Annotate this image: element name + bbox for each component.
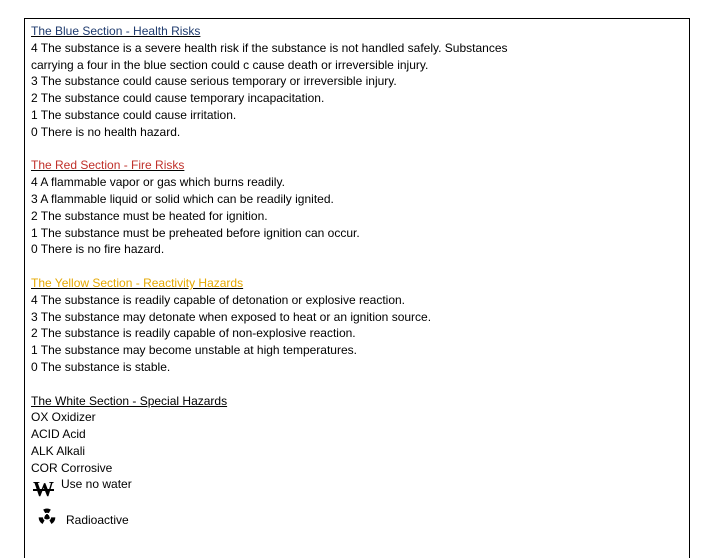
white-section-heading: The White Section - Special Hazards xyxy=(31,393,228,408)
red-section xyxy=(31,157,671,258)
white-line-ox: OX Oxidizer xyxy=(31,410,96,425)
nfpa-legend xyxy=(31,23,671,533)
radioactive-row xyxy=(31,503,671,533)
red-line-1: 1 The substance must be preheated before ignition can occur. xyxy=(31,225,360,240)
red-line-2: 2 The substance must be heated for ignition. xyxy=(31,208,268,223)
blue-line-1: 1 The substance could cause irritation. xyxy=(31,107,237,122)
red-line-3: 3 A flammable liquid or solid which can be readily ignited. xyxy=(31,191,334,206)
radioactive-label: Radioactive xyxy=(66,512,129,527)
no-water-row xyxy=(31,477,671,499)
no-water-icon: W xyxy=(33,476,54,501)
blue-line-2: 2 The substance could cause temporary incapacitation. xyxy=(31,91,325,106)
blue-line-0: 0 There is no health hazard. xyxy=(31,124,181,139)
no-water-label: Use no water xyxy=(61,476,132,491)
white-line-alk: ALK Alkali xyxy=(31,443,86,458)
white-section xyxy=(31,393,671,533)
yellow-line-0: 0 The substance is stable. xyxy=(31,359,171,374)
red-section-heading: The Red Section - Fire Risks xyxy=(31,158,185,173)
yellow-section-heading: The Yellow Section - Reactivity Hazards xyxy=(31,275,244,290)
white-line-cor: COR Corrosive xyxy=(31,460,113,475)
blue-section xyxy=(31,23,671,141)
yellow-line-4: 4 The substance is readily capable of detonation or explosive reaction. xyxy=(31,292,406,307)
yellow-section xyxy=(31,275,671,376)
yellow-line-3: 3 The substance may detonate when exposed to heat or an ignition source. xyxy=(31,309,432,324)
yellow-line-1: 1 The substance may become unstable at high temperatures. xyxy=(31,343,357,358)
blue-line-4: 4 The substance is a severe health risk if the substance is not handled safely. Substances carrying a four in the blue section could c cause death or irreversible injury. xyxy=(31,40,508,72)
blue-line-3: 3 The substance could cause serious temporary or irreversible injury. xyxy=(31,74,397,89)
red-line-4: 4 A flammable vapor or gas which burns readily. xyxy=(31,175,285,190)
red-line-0: 0 There is no fire hazard. xyxy=(31,242,165,257)
radioactive-icon xyxy=(35,505,59,529)
blue-section-heading: The Blue Section - Health Risks xyxy=(31,24,201,38)
white-line-acid: ACID Acid xyxy=(31,427,86,442)
yellow-line-2: 2 The substance is readily capable of non-explosive reaction. xyxy=(31,326,356,341)
